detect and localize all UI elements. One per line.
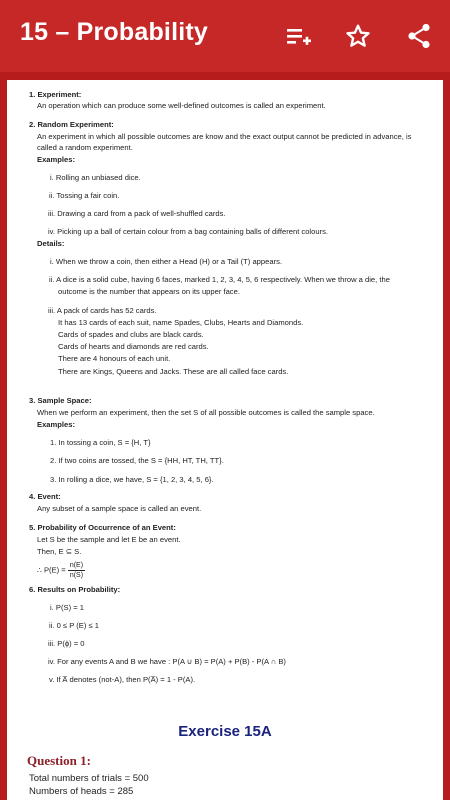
examples-label: Examples: [37, 420, 75, 429]
detail-item: ii. A dice is a solid cube, having 6 faces, marked 1, 2, 3, 4, 5, 6 respectively. When we throw a die, the [49, 275, 390, 284]
example-item: iv. Picking up a ball of certain colour from a bag containing balls of different colours. [48, 227, 328, 236]
section-experiment-title: 1. Experiment: [29, 90, 82, 99]
example-item: 2. If two coins are tossed, the S = {HH, HT, TH, TT}. [50, 456, 224, 465]
detail-item-cont: There are Kings, Queens and Jacks. These are all called face cards. [58, 367, 289, 376]
section-results-title: 6. Results on Probability: [29, 585, 121, 594]
section-sample-space-title: 3. Sample Space: [29, 396, 92, 405]
question-heading: Question 1: [27, 753, 91, 768]
detail-item: iii. A pack of cards has 52 cards. [48, 306, 157, 315]
examples-label: Examples: [37, 155, 75, 164]
formula-fraction [68, 561, 85, 580]
result-item: iii. P(ϕ) = 0 [48, 639, 85, 648]
section-event-title: 4. Event: [29, 492, 61, 501]
detail-item: i. When we throw a coin, then either a Head (H) or a Tail (T) appears. [50, 257, 282, 266]
page-title: 15 – Probability [20, 18, 208, 46]
result-item: ii. 0 ≤ P (E) ≤ 1 [49, 621, 99, 630]
app-bar [0, 0, 450, 72]
playlist-add-icon[interactable] [283, 20, 315, 52]
result-item: i. P(S) = 1 [50, 603, 84, 612]
details-label: Details: [37, 239, 65, 248]
example-item: 3. In rolling a dice, we have, S = {1, 2, 3, 4, 5, 6}. [50, 475, 214, 484]
section-event-text: Any subset of a sample space is called an event. [37, 504, 202, 513]
result-item: iv. For any events A and B we have : P(A ∪ B) = P(A) + P(B) - P(A ∩ B) [48, 657, 286, 666]
example-item: i. Rolling an unbiased dice. [50, 173, 141, 182]
detail-item-cont: Cards of hearts and diamonds are red cards. [58, 342, 209, 351]
section-random-text: An experiment in which all possible outcomes are know and the exact output cannot be predicted in advance, is [37, 132, 412, 141]
section-occurrence-text: Then, E ⊆ S. [37, 547, 82, 556]
star-outline-icon[interactable] [342, 20, 374, 52]
section-experiment-text: An operation which can produce some well-defined outcomes is called an experiment. [37, 101, 326, 110]
section-random-text-cont: called a random experiment. [37, 143, 133, 152]
example-item: 1. In tossing a coin, S = {H, T} [50, 438, 151, 447]
result-item: v. If A̅ denotes (not-A), then P(A̅) = 1 - P(A). [49, 675, 196, 684]
exercise-heading: Exercise 15A [178, 723, 272, 740]
question-line: Total numbers of trials = 500 [29, 773, 149, 784]
probability-formula [37, 561, 85, 580]
formula-numerator: n(E) [69, 562, 84, 569]
section-random-title: 2. Random Experiment: [29, 120, 114, 129]
section-sample-space-text: When we perform an experiment, then the set S of all possible outcomes is called the sample space. [37, 408, 375, 417]
detail-item-cont: outcome is the number that appears on its upper face. [58, 287, 240, 296]
formula-denominator: n(S) [69, 572, 84, 579]
detail-item-cont: There are 4 honours of each unit. [58, 354, 171, 363]
question-line: Numbers of heads = 285 [29, 786, 134, 797]
example-item: ii. Tossing a fair coin. [49, 191, 120, 200]
share-icon[interactable] [403, 20, 435, 52]
section-occurrence-text: Let S be the sample and let E be an event. [37, 535, 181, 544]
detail-item-cont: It has 13 cards of each suit, name Spades, Clubs, Hearts and Diamonds. [58, 318, 304, 327]
section-occurrence-title: 5. Probability of Occurrence of an Event: [29, 523, 176, 532]
formula-lhs: ∴ P(E) = [37, 565, 66, 575]
content-sheet[interactable] [7, 80, 443, 800]
example-item: iii. Drawing a card from a pack of well-shuffled cards. [48, 209, 226, 218]
detail-item-cont: Cards of spades and clubs are black cards. [58, 330, 204, 339]
